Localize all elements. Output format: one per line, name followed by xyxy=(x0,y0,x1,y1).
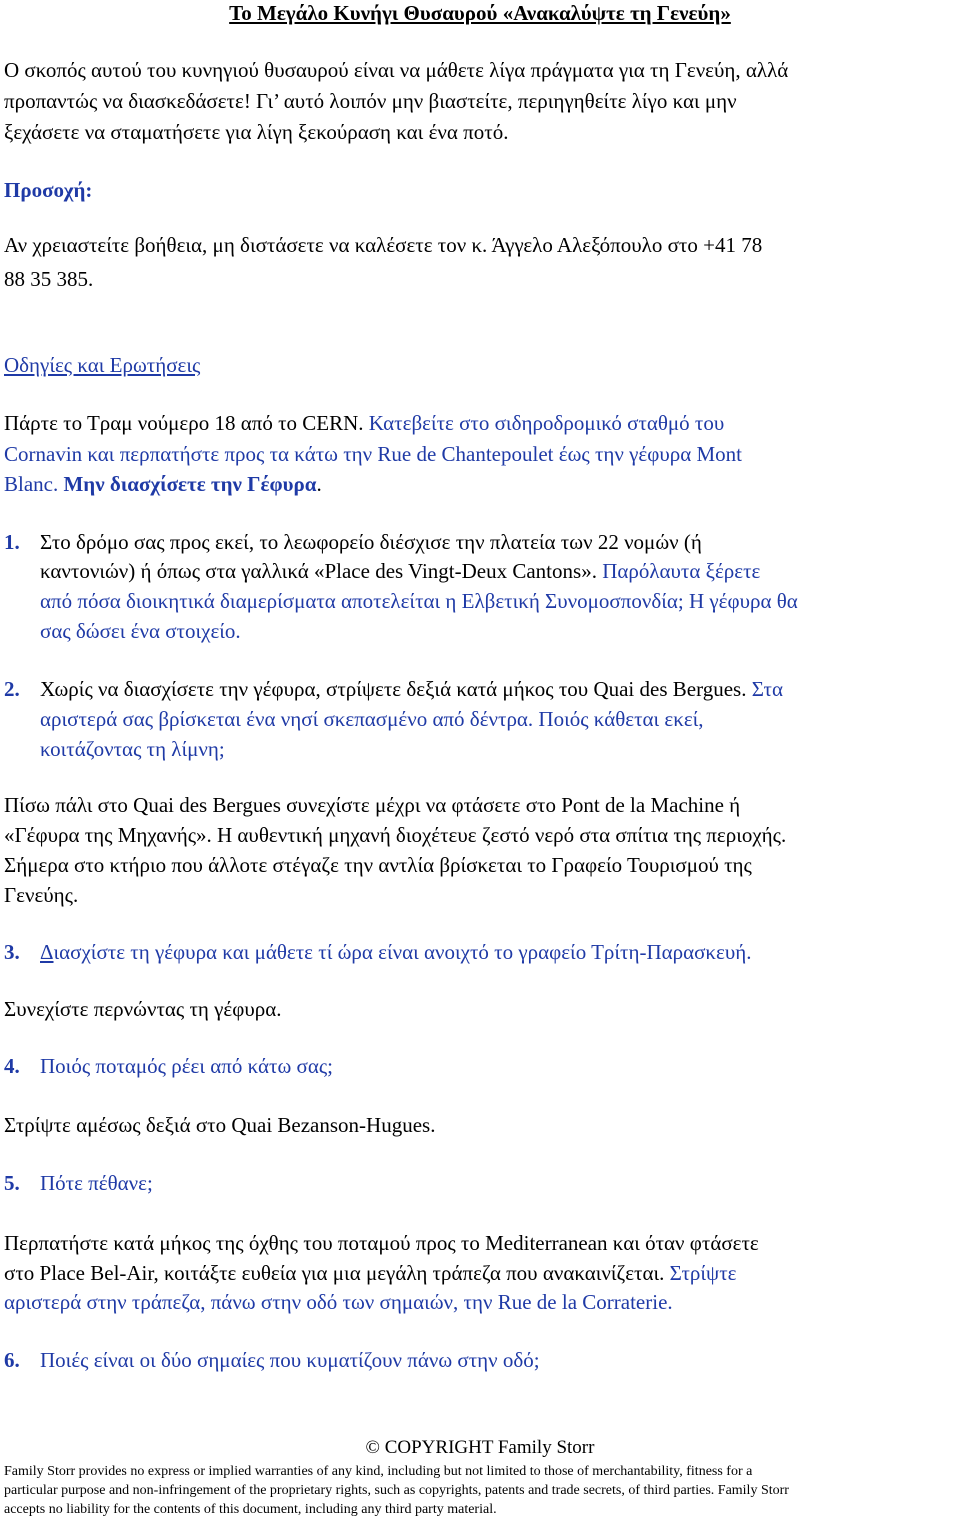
start-line-3c: . xyxy=(316,472,322,496)
attention-label: Προσοχή: xyxy=(4,178,93,202)
start-line-3 xyxy=(4,469,322,499)
machine-line-1: Πίσω πάλι στο Quai des Bergues συνεχίστε μέχρι να φτάσετε στο Pont de la Machine ή xyxy=(4,793,741,817)
walk-line-3: αριστερά στην τράπεζα, πάνω στην οδό των σημαιών, την Rue de la Corraterie. xyxy=(4,1290,673,1314)
q1-number: 1. xyxy=(4,530,20,554)
q4-number: 4. xyxy=(4,1054,20,1078)
disclaimer-line-3: accepts no liability for the contents of this document, including any third party material. xyxy=(4,1502,497,1517)
q2-line-2a: αριστερά σας βρίσκεται ένα νησί σκεπασμένο από δέντρα. xyxy=(40,707,534,731)
q1-line-4: σας δώσει ένα στοιχείο. xyxy=(40,619,241,643)
q2-line-1a: Χωρίς να διασχίσετε την γέφυρα, στρίψετε δεξιά κατά μήκος του Quai des Bergues. xyxy=(40,677,747,701)
intro-line-1: Ο σκοπός αυτού του κυνηγιού θυσαυρού είναι να μάθετε λίγα πράγματα για τη Γενεύη, αλλά xyxy=(4,58,789,82)
start-line-1b: Κατεβείτε στο σιδηροδρομικό σταθμό του xyxy=(363,411,725,435)
q5-text: Πότε πέθανε; xyxy=(40,1171,153,1195)
dont-cross-warning: Μην διασχίσετε την Γέφυρα xyxy=(63,472,317,496)
q5-number: 5. xyxy=(4,1171,20,1195)
section-heading: Οδηγίες και Ερωτήσεις xyxy=(4,353,201,377)
start-line-2: Cornavin και περπατήστε προς τα κάτω την Rue de Chantepoulet έως την γέφυρα Mont xyxy=(4,442,742,466)
q2-line-2b: Ποιός κάθεται εκεί, xyxy=(533,707,704,731)
start-line-3a: Blanc. xyxy=(4,472,64,496)
q6-number: 6. xyxy=(4,1348,20,1372)
walk-line-2 xyxy=(4,1258,736,1288)
disclaimer xyxy=(4,1462,956,1519)
start-line-1 xyxy=(4,408,724,438)
q6-text: Ποιές είναι οι δύο σημαίες που κυματίζουν πάνω στην οδό; xyxy=(40,1348,540,1372)
q3-number: 3. xyxy=(4,940,20,964)
q2-line-1b: Στα xyxy=(746,677,783,701)
intro-line-3: ξεχάσετε να σταματήσετε για λίγη ξεκούραση και ένα ποτό. xyxy=(4,120,509,144)
q1-line-2 xyxy=(4,556,760,586)
q1-line-3: από πόσα διοικητικά διαμερίσματα αποτελείται η Ελβετική Συνομοσπονδία; Η γέφυρα θα xyxy=(40,589,798,613)
q1-line-1 xyxy=(4,527,702,557)
turn-line: Στρίψτε αμέσως δεξιά στο Quai Bezanson-Hugues. xyxy=(4,1113,436,1137)
q3-line xyxy=(4,937,751,967)
intro-line-2: προπαντώς να διασκεδάσετε! Γι’ αυτό λοιπόν μην βιαστείτε, περιηγηθείτε λίγο και μην xyxy=(4,89,737,113)
disclaimer-line-1: Family Storr provides no express or implied warranties of any kind, including but not limited to those of merchantability, fitness for a xyxy=(4,1464,753,1479)
q3-first-letter: Δ xyxy=(40,940,54,964)
q5-line xyxy=(4,1168,153,1198)
walk-line-1: Περπατήστε κατά μήκος της όχθης του ποταμού προς το Mediterranean και όταν φτάσετε xyxy=(4,1231,759,1255)
machine-line-3: Σήμερα στο κτήριο που άλλοτε στέγαζε την αντλία βρίσκεται το Γραφείο Τουρισμού της xyxy=(4,853,752,877)
q6-line xyxy=(4,1345,540,1375)
q2-line-1 xyxy=(4,674,783,704)
walk-line-2b: Στρίψτε xyxy=(664,1261,737,1285)
machine-line-4: Γενεύης. xyxy=(4,883,79,907)
document-title: Το Μεγάλο Κυνήγι Θυσαυρού «Ανακαλύψτε τη Γενεύη» xyxy=(229,1,731,25)
help-line-2: 88 35 385. xyxy=(4,267,94,291)
start-line-1a: Πάρτε το Τραμ νούμερο 18 από το CERN. xyxy=(4,411,364,435)
q1-line-2b: Παρόλαυτα ξέρετε xyxy=(596,559,761,583)
q3-text: ιασχίστε τη γέφυρα και μάθετε τί ώρα είναι ανοιχτό το γραφείο Τρίτη-Παρασκευή. xyxy=(53,940,752,964)
help-line-1: Αν χρειαστείτε βοήθεια, μη διστάσετε να καλέσετε τον κ. Άγγελο Αλεξόπουλο στο +41 78 xyxy=(4,233,763,257)
q1-line-2a: καντονιών) ή όπως στα γαλλικά «Place des Vingt-Deux Cantons». xyxy=(40,559,597,583)
walk-line-2a: στο Place Bel-Air, κοιτάξτε ευθεία για μια μεγάλη τράπεζα που ανακαινίζεται. xyxy=(4,1261,665,1285)
disclaimer-line-2: particular purpose and non-infringement of the proprietary rights, such as copyrights, patents and trade secrets, of third parties. Family Storr xyxy=(4,1483,789,1498)
q2-line-3: κοιτάζοντας τη λίμνη; xyxy=(40,737,225,761)
q4-text: Ποιός ποταμός ρέει από κάτω σας; xyxy=(40,1054,334,1078)
continue-line: Συνεχίστε περνώντας τη γέφυρα. xyxy=(4,997,282,1021)
q1-line-1-text: Στο δρόμο σας προς εκεί, το λεωφορείο διέσχισε την πλατεία των 22 νομών (ή xyxy=(40,530,702,554)
q2-number: 2. xyxy=(4,677,20,701)
q4-line xyxy=(4,1051,333,1081)
q2-line-2 xyxy=(4,704,704,734)
copyright-notice: © COPYRIGHT Family Storr xyxy=(365,1437,595,1458)
machine-line-2: «Γέφυρα της Μηχανής». Η αυθεντική μηχανή διοχέτευε ζεστό νερό στα σπίτια της περιοχής. xyxy=(4,823,787,847)
